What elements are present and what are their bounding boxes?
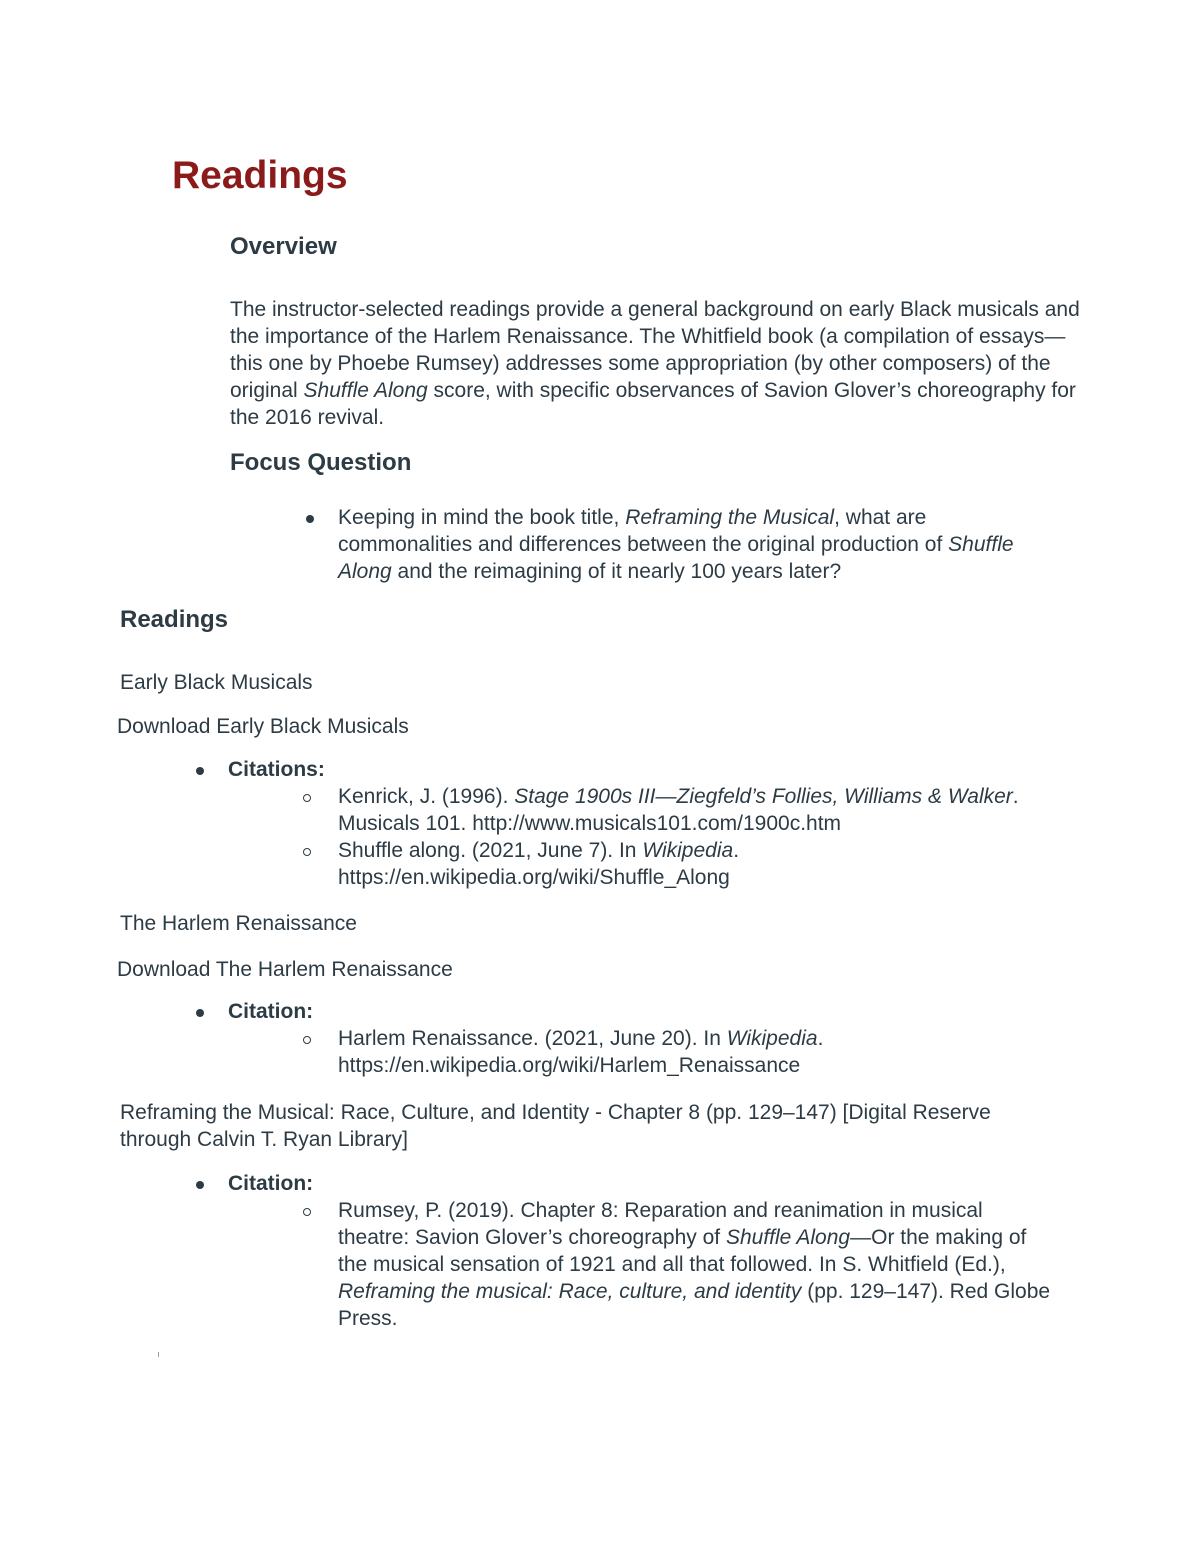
page-mark [158, 1352, 159, 1357]
citation-italic-book-title: Reframing the musical: Race, culture, and identity [338, 1280, 802, 1303]
bullet-icon [196, 767, 204, 775]
citation-text: Rumsey, P. (2019). Chapter 8: Reparation and reanimation in musical theatre: Savion Glover’s choreography of [338, 1199, 983, 1249]
citation-label: Citation: [228, 1172, 314, 1195]
citation-harlem-renaissance [338, 1025, 898, 1079]
download-harlem-renaissance-link-wrap [117, 956, 453, 983]
focus-text: Keeping in mind the book title, [338, 506, 626, 529]
focus-text: and the reimagining of it nearly 100 years later? [391, 560, 842, 583]
focus-text: , what are commonalities and differences between the original production of [338, 506, 949, 556]
citation-text: . https://en.wikipedia.org/wiki/Harlem_Renaissance [338, 1027, 824, 1077]
overview-text-end: score, with specific observances of Savion Glover’s choreography for the 2016 revival. [230, 379, 1076, 429]
citations-label: Citations: [228, 758, 325, 781]
section-title-harlem-renaissance: The Harlem Renaissance [120, 912, 357, 935]
download-harlem-renaissance-link[interactable]: Download The Harlem Renaissance [117, 958, 453, 981]
bullet-icon [306, 515, 314, 523]
citation-italic-title: Stage 1900s III—Ziegfeld’s Follies, Williams & Walker [514, 785, 1013, 808]
bullet-icon [196, 1181, 204, 1189]
section-title-early-black-musicals: Early Black Musicals [120, 671, 313, 694]
citation-text: (pp. 129–147). Red Globe Press. [338, 1280, 1051, 1330]
overview-paragraph [230, 296, 1080, 431]
focus-question-item [338, 504, 1038, 585]
page-title: Readings [172, 154, 348, 197]
citation-text: Shuffle along. (2021, June 7). In [338, 839, 643, 862]
citation-kenrick [338, 783, 1038, 837]
readings-heading: Readings [120, 606, 229, 633]
focus-italic-show-title: Shuffle Along [338, 533, 1014, 583]
citation-rumsey [338, 1197, 1058, 1332]
focus-italic-book-title: Reframing the Musical [625, 506, 835, 529]
bullet-icon [196, 1009, 204, 1017]
citation-shuffle-along [338, 837, 808, 891]
section-title-reframing-the-musical: Reframing the Musical: Race, Culture, and Identity - Chapter 8 (pp. 129–147) [Digital Reserve through Calvin T. Ryan Library] [120, 1101, 991, 1151]
circle-bullet-icon [303, 1036, 311, 1044]
circle-bullet-icon [303, 848, 311, 856]
citation-text: Kenrick, J. (1996). [338, 785, 515, 808]
overview-heading: Overview [230, 233, 337, 260]
citation-italic-title: Shuffle Along [725, 1226, 851, 1249]
citation-text: . https://en.wikipedia.org/wiki/Shuffle_Along [338, 839, 740, 889]
citation-label: Citation: [228, 1000, 314, 1023]
focus-question-heading: Focus Question [230, 449, 412, 476]
citation-text: Harlem Renaissance. (2021, June 20). In [338, 1027, 727, 1050]
overview-italic-title: Shuffle Along [303, 379, 428, 402]
citation-text: —Or the making of the musical sensation of 1921 and all that followed. In S. Whitfield (Ed.), [338, 1226, 1027, 1276]
citation-italic-title: Wikipedia [642, 839, 734, 862]
circle-bullet-icon [303, 1208, 311, 1216]
download-early-black-musicals-link[interactable]: Download Early Black Musicals [117, 715, 409, 738]
circle-bullet-icon [303, 794, 311, 802]
citation-italic-title: Wikipedia [726, 1027, 818, 1050]
overview-text: The instructor-selected readings provide a general background on early Black musicals and the importance of the Harlem Renaissance. The Whitfield book (a compilation of essays—this one by Phoebe Rumsey) addresses some appropriation (by other composers) of the original [230, 298, 1080, 402]
citation-text: . Musicals 101. http://www.musicals101.com/1900c.htm [338, 785, 1019, 835]
download-early-black-musicals-link-wrap [117, 713, 409, 740]
